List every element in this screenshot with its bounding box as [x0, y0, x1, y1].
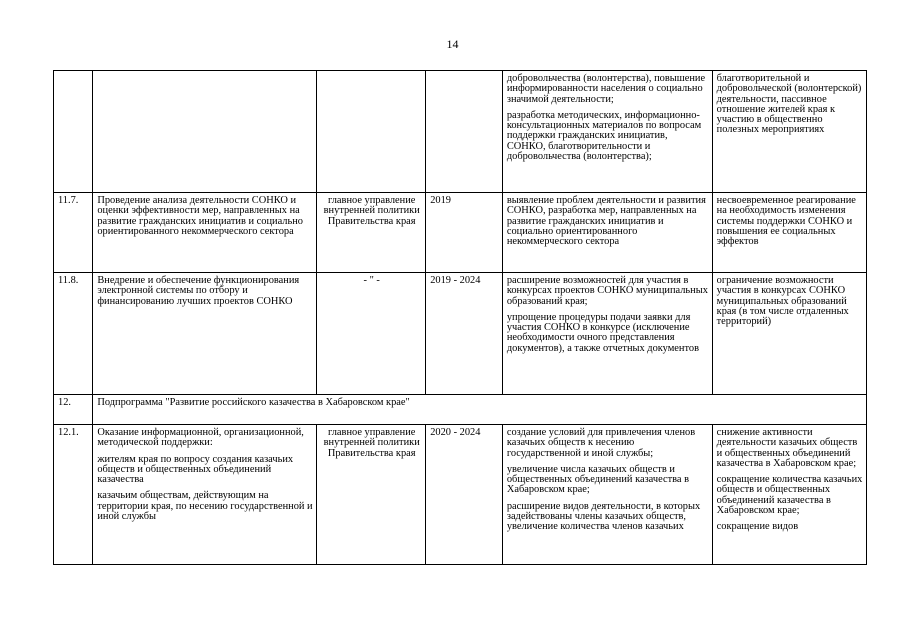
table-row-continuation: [54, 71, 867, 193]
cell-number: 11.8.: [54, 273, 93, 395]
risk-paragraph: сокращение видов: [716, 521, 799, 533]
table-row-12-1: [54, 425, 867, 565]
cell-responsible: главное управление внутренней политики Правительства края: [317, 193, 426, 273]
cell-term: [426, 71, 503, 193]
cell-measure-name: [93, 71, 317, 193]
cell-risks: [712, 425, 866, 565]
cell-number: 12.1.: [54, 425, 93, 565]
cell-responsible: [317, 71, 426, 193]
result-paragraph: разработка методических, информационно-консультационных материалов по вопросам поддержки гражданских инициатив, СОНКО, благотворительности и добровольчества (волонтерства);: [506, 109, 702, 163]
cell-risks: [712, 71, 866, 193]
cell-expected-results: [502, 193, 712, 273]
table-row-11-7: [54, 193, 867, 273]
cell-responsible: главное управление внутренней политики Правительства края: [317, 425, 426, 565]
page-number: 14: [446, 37, 459, 51]
cell-expected-results: [502, 425, 712, 565]
cell-number: 12.: [54, 395, 93, 425]
result-paragraph: создание условий для привлечения членов казачьих обществ к несению государственной и иной службы;: [506, 427, 696, 459]
cell-expected-results: [502, 71, 712, 193]
cell-term: 2019 - 2024: [426, 273, 503, 395]
measure-paragraph: Оказание информационной, организационной, методической поддержки:: [97, 427, 304, 449]
measure-paragraph: жителям края по вопросу создания казачьих обществ и общественных объединений казачества: [97, 453, 294, 486]
table-row-subprogram-12: [54, 395, 867, 425]
cell-expected-results: [502, 273, 712, 395]
cell-measure-name: [93, 193, 317, 273]
measure-paragraph: Внедрение и обеспечение функционирования электронной системы по отбору и финансированию лучших проектов СОНКО: [97, 275, 300, 307]
result-paragraph: упрощение процедуры подачи заявки для участия СОНКО в конкурсе (исключение необходимости очного представления документов), а также отчетных документов: [506, 311, 699, 354]
program-measures-table: [53, 70, 867, 565]
measure-paragraph: Проведение анализа деятельности СОНКО и оценки эффективности мер, направленных на развитие гражданских инициатив и социально ориентированного некоммерческого сектора: [97, 195, 303, 237]
result-paragraph: выявление проблем деятельности и развития СОНКО, разработка мер, направленных на развитие гражданских инициатив и социально ориентированного некоммерческого сектора: [506, 195, 706, 248]
cell-number: [54, 71, 93, 193]
risk-paragraph: ограничение возможности участия в конкурсах СОНКО муниципальных образований края (в том числе отдаленных территорий): [716, 275, 849, 328]
cell-risks: [712, 273, 866, 395]
subprogram-title: Подпрограмма "Развитие российского казачества в Хабаровском крае": [93, 395, 867, 425]
cell-term: 2020 - 2024: [426, 425, 503, 565]
cell-measure-name: [93, 273, 317, 395]
result-paragraph: добровольчества (волонтерства), повышение информированности населения о социально значимой деятельности;: [506, 73, 706, 105]
cell-risks: [712, 193, 866, 273]
result-paragraph: расширение возможностей для участия в конкурсах проектов СОНКО муниципальных образований края;: [506, 275, 708, 307]
cell-responsible: - " -: [317, 273, 426, 395]
table-row-11-8: [54, 273, 867, 395]
result-paragraph: увеличение числа казачьих обществ и общественных объединений казачества в Хабаровском крае;: [506, 463, 690, 496]
cell-number: 11.7.: [54, 193, 93, 273]
risk-paragraph: несвоевременное реагирование на необходимость изменения системы поддержки СОНКО и повышения ее социальных эффектов: [716, 195, 856, 248]
measure-paragraph: казачьим обществам, действующим на территории края, по несению государственной и иной службы: [97, 490, 313, 523]
cell-measure-name: [93, 425, 317, 565]
result-paragraph: расширение видов деятельности, в которых задействованы члены казачьих обществ, увеличение количества членов казачьих: [506, 500, 701, 533]
risk-paragraph: сокращение количества казачьих обществ и общественных объединений казачества в Хабаровском крае;: [716, 474, 863, 517]
risk-paragraph: благотворительной и добровольческой (волонтерской) деятельности, пассивное отношение жителей края к участию в общественно полезных мероприятиях: [716, 73, 862, 136]
cell-term: 2019: [426, 193, 503, 273]
risk-paragraph: снижение активности деятельности казачьих обществ и общественных объединений казачества в Хабаровском крае;: [716, 427, 858, 469]
